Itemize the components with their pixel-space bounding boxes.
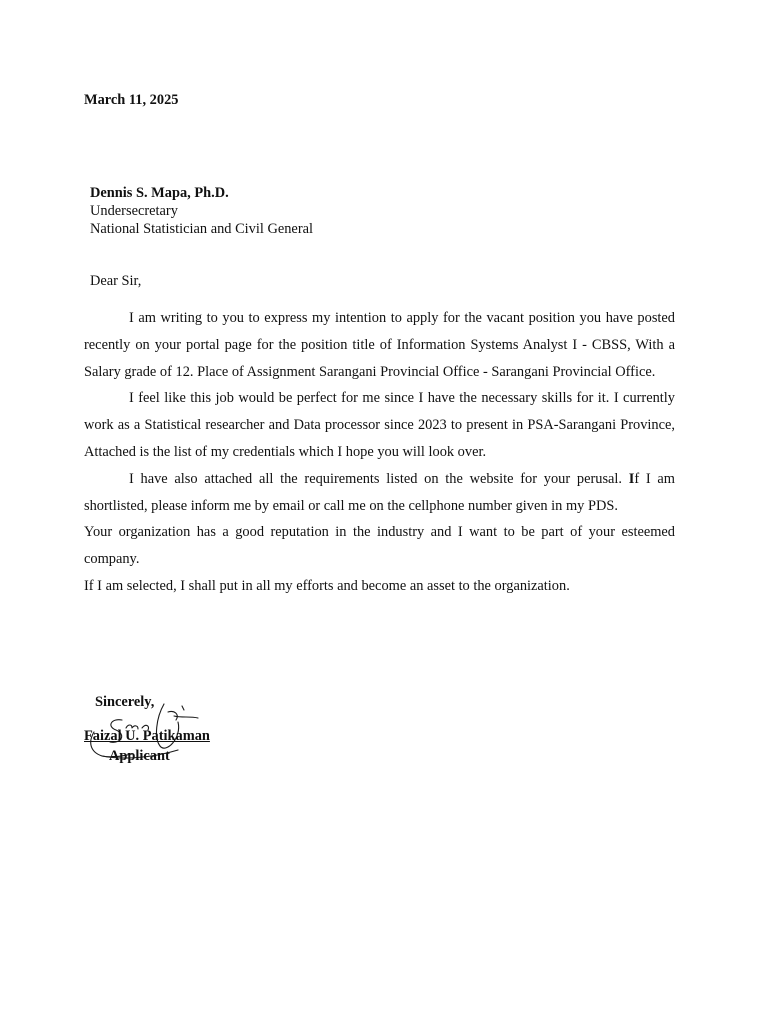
recipient-office: National Statistician and Civil General [90,221,313,237]
paragraph-2: I feel like this job would be perfect for me since I have the necessary skills for it. I currently work as a Statistical researcher and Data processor since 2023 to present in PSA-Sarangani Province, Attached is the list of my credentials which I hope you will look over. [84,390,675,460]
signer-role: Applicant [109,748,170,764]
paragraph-1: I am writing to you to express my intention to apply for the vacant position you have posted recently on your portal page for the position title of Information Systems Analyst I - CBSS, With a Salary grade of 12. Place of Assignment Sarangani Provincial Office - Sarangani Provincial Office. [84,310,675,380]
paragraph-3-end: f I am shortlisted, please inform me by email or call me on the cellphone number given in my PDS. [84,470,675,514]
sign-off: Sincerely, [95,694,155,710]
paragraph-3-bold-letter: I [628,470,635,487]
paragraph-3 [84,466,675,520]
recipient-block [90,184,313,238]
paragraph-3-start: I have also attached all the requirements listed on the website for your perusal. [129,470,629,487]
recipient-title: Undersecretary [90,203,178,219]
letter-date: March 11, 2025 [84,92,179,108]
salutation: Dear Sir, [90,273,142,289]
letter-body [84,305,675,600]
recipient-name: Dennis S. Mapa, Ph.D. [90,185,229,201]
paragraph-5: If I am selected, I shall put in all my efforts and become an asset to the organization. [84,577,570,594]
signer-name: Faizal U. Patikaman [84,728,210,744]
paragraph-4: Your organization has a good reputation in the industry and I want to be part of your esteemed company. [84,524,675,568]
